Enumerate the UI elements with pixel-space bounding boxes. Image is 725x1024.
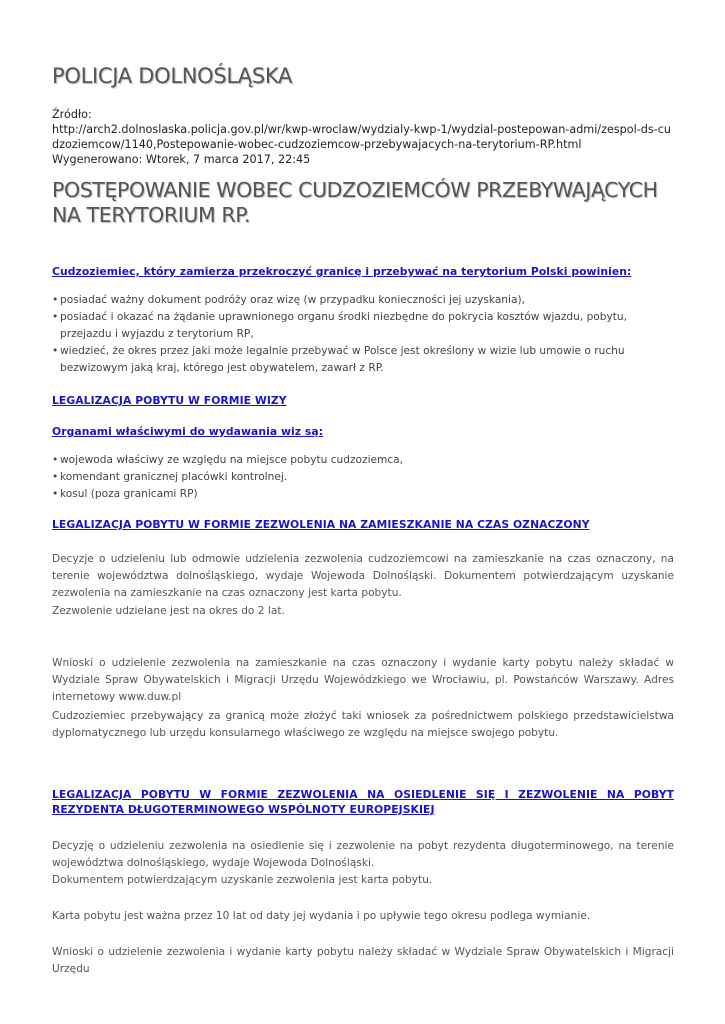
source-meta	[52, 107, 674, 167]
generated-date: Wygenerowano: Wtorek, 7 marca 2017, 22:45	[52, 153, 311, 166]
section3-heading: LEGALIZACJA POBYTU W FORMIE ZEZWOLENIA NA ZAMIESZKANIE NA CZAS OZNACZONY	[52, 518, 590, 531]
paragraph-text: Dokumentem potwierdzającym uzyskanie zezwolenia jest karta pobytu.	[52, 874, 433, 887]
list-item: • wiedzieć, że okres przez jaki może legalnie przebywać w Polsce jest określony w wizie lub umowie o ruchu bezwizowym jaką kraj, którego jest obywatelem, zawarł z RP.	[52, 343, 674, 377]
section1-list	[52, 292, 674, 377]
source-label: Źródło:	[52, 108, 92, 121]
section2-list	[52, 452, 674, 503]
list-item: • komendant granicznej placówki kontrolnej.	[52, 469, 674, 486]
list-item: • posiadać i okazać na żądanie uprawnionego organu środki niezbędne do pokrycia kosztów wjazdu, pobytu, przejazdu i wyjazdu z terytorium RP,	[52, 309, 674, 343]
list-item: • wojewoda właściwy ze względu na miejsce pobytu cudzoziemca,	[52, 452, 674, 469]
paragraph-text: Decyzje o udzieleniu lub odmowie udzielenia zezwolenia cudzoziemcowi na zamieszkanie na czas oznaczony, na terenie województwa dolnośląskiego, wydaje Wojewoda Dolnośląski. Dokumentem potwierdzającym uzyskanie zezwolenia na zamieszkanie na czas oznaczony jest karta pobytu.	[52, 553, 674, 600]
section4-heading: LEGALIZACJA POBYTU W FORMIE ZEZWOLENIA NA OSIEDLENIE SIĘ I ZEZWOLENIE NA POBYT REZYDENTA DŁUGOTERMINOWEGO WSPÓLNOTY EUROPEJSKIEJ	[52, 788, 674, 816]
site-title: POLICJA DOLNOŚLĄSKA	[52, 64, 293, 88]
section4-paragraph-2: Karta pobytu jest ważna przez 10 lat od daty jej wydania i po upływie tego okresu podlega wymianie.	[52, 910, 591, 922]
paragraph-text: Zezwolenie udzielane jest na okres do 2 lat.	[52, 604, 285, 617]
section3-paragraph-1	[52, 551, 674, 620]
section3-paragraph-2: Wnioski o udzielenie zezwolenia na zamieszkanie na czas oznaczony i wydanie karty pobytu należy składać w Wydziale Spraw Obywatelskich i Migracji Urzędu Wojewódzkiego we Wrocławiu, pl. Powstańców Warszawy. Adres internetowy www.duw.pl	[52, 657, 674, 704]
paragraph-text: Decyzję o udzieleniu zezwolenia na osiedlenie się i zezwolenie na pobyt rezydenta długoterminowego, na terenie województwa dolnośląskiego, wydaje Wojewoda Dolnośląski.	[52, 840, 674, 870]
section4-paragraph-1	[52, 838, 674, 890]
article-title: POSTĘPOWANIE WOBEC CUDZOZIEMCÓW PRZEBYWAJĄCYCH NA TERYTORIUM RP.	[52, 178, 658, 227]
section2-heading: LEGALIZACJA POBYTU W FORMIE WIZY	[52, 394, 287, 407]
list-item: • kosul (poza granicami RP)	[52, 486, 674, 503]
section4-paragraph-3: Wnioski o udzielenie zezwolenia i wydanie karty pobytu należy składać w Wydziale Spraw Obywatelskich i Migracji Urzędu	[52, 946, 674, 976]
section2-subheading: Organami właściwymi do wydawania wiz są:	[52, 425, 324, 438]
source-url: http://arch2.dolnoslaska.policja.gov.pl/wr/kwp-wroclaw/wydzialy-kwp-1/wydzial-postepowan-admi/zespol-ds-cudzoziemcow/1140,Postepowanie-wobec-cudzoziemcow-przebywajacych-na-terytorium-RP.html	[52, 123, 671, 151]
section1-heading: Cudzoziemiec, który zamierza przekroczyć granicę i przebywać na terytorium Polski powinien:	[52, 265, 632, 278]
list-item: • posiadać ważny dokument podróży oraz wizę (w przypadku konieczności jej uzyskania),	[52, 292, 674, 309]
section3-paragraph-3: Cudzoziemiec przebywający za granicą może złożyć taki wniosek za pośrednictwem polskiego przedstawicielstwa dyplomatycznego lub urzędu konsularnego właściwego ze względu na miejsce swojego pobytu.	[52, 710, 674, 740]
